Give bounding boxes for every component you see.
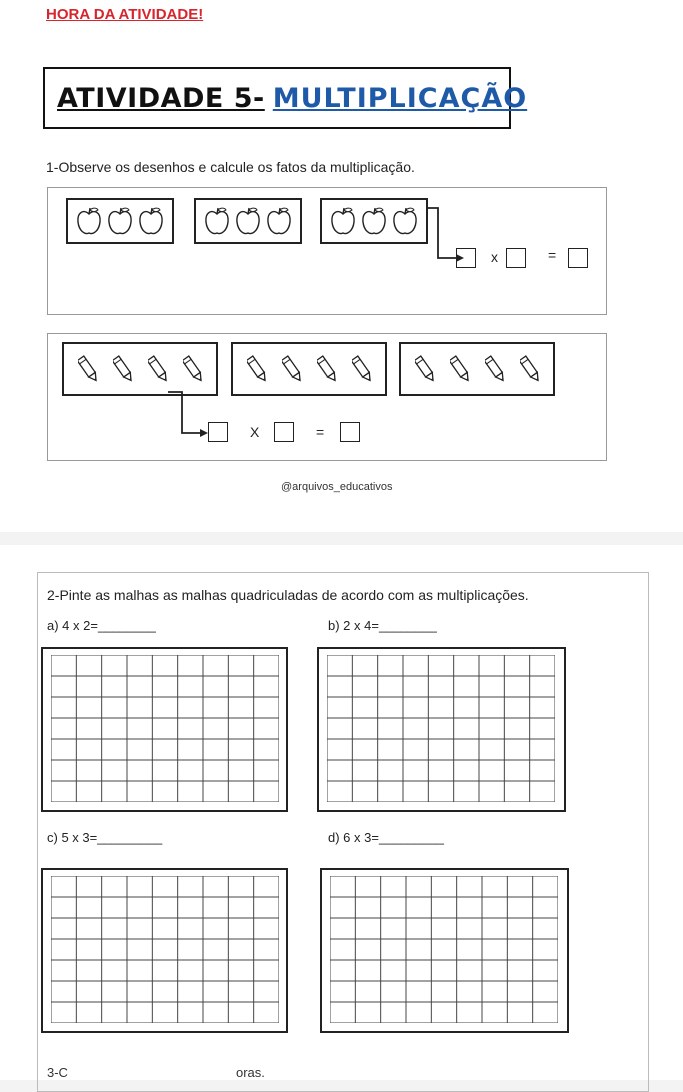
pencil-icon <box>352 354 372 384</box>
pencil-icon <box>317 354 337 384</box>
pencil-icon <box>520 354 540 384</box>
apple-icon <box>392 206 418 236</box>
times-sign: X <box>250 424 260 440</box>
q1-instruction: 1-Observe os desenhos e calcule os fatos da multiplicação. <box>46 159 415 175</box>
pencil-icon <box>450 354 470 384</box>
header-link[interactable]: HORA DA ATIVIDADE! <box>46 6 204 23</box>
problem-d <box>328 830 444 845</box>
pencil-icon <box>415 354 435 384</box>
answer-box-per-group[interactable] <box>274 422 294 442</box>
worksheet-page-2 <box>0 545 683 1080</box>
answer-blank-b[interactable]: ________ <box>378 618 437 633</box>
grid-frame-b <box>317 647 566 812</box>
pencil-group <box>62 342 218 396</box>
problem-a <box>47 618 156 633</box>
pencil-icon <box>247 354 267 384</box>
answer-box-product[interactable] <box>340 422 360 442</box>
apple-icon <box>330 206 356 236</box>
square-grid-b[interactable] <box>327 655 555 802</box>
credit-handle: @arquivos_educativos <box>281 481 393 493</box>
answer-blank-d[interactable]: _________ <box>378 830 445 845</box>
problem-d-text: d) 6 x 3= <box>328 830 379 845</box>
square-grid-d[interactable] <box>330 876 558 1023</box>
pencil-icon <box>148 354 168 384</box>
answer-box-per-group[interactable] <box>506 248 526 268</box>
worksheet-page-1 <box>0 0 683 532</box>
title-activity: ATIVIDADE 5- <box>57 82 265 114</box>
apple-icon <box>235 206 261 236</box>
times-sign: x <box>491 249 498 265</box>
apple-group <box>66 198 174 244</box>
equals-sign: = <box>548 247 557 263</box>
grid-frame-a <box>41 647 288 812</box>
pencil-icon <box>485 354 505 384</box>
answer-box-product[interactable] <box>568 248 588 268</box>
q3-partial-left: 3-C <box>47 1065 68 1080</box>
title-box <box>43 67 528 129</box>
problem-b-text: b) 2 x 4= <box>328 618 379 633</box>
pencil-group <box>399 342 555 396</box>
problem-a-text: a) 4 x 2= <box>47 618 98 633</box>
apple-icon <box>138 206 164 236</box>
problem-c-text: c) 5 x 3= <box>47 830 98 845</box>
apple-group <box>320 198 428 244</box>
square-grid-c[interactable] <box>51 876 279 1023</box>
problem-b <box>328 618 437 633</box>
apple-exercise-box <box>47 187 607 315</box>
apple-icon <box>266 206 292 236</box>
grid-frame-d <box>320 868 569 1033</box>
answer-blank-a[interactable]: ________ <box>97 618 156 633</box>
pencil-group <box>231 342 387 396</box>
q3-partial-right: oras. <box>236 1065 265 1080</box>
pencil-exercise-box <box>47 333 607 461</box>
apple-icon <box>107 206 133 236</box>
grid-frame-c <box>41 868 288 1033</box>
equals-sign: = <box>316 424 325 440</box>
answer-box-groups[interactable] <box>208 422 228 442</box>
apple-group <box>194 198 302 244</box>
apple-icon <box>76 206 102 236</box>
q2-instruction: 2-Pinte as malhas as malhas quadriculadas de acordo com as multiplicações. <box>47 587 529 603</box>
pencil-icon <box>282 354 302 384</box>
square-grid-a[interactable] <box>51 655 279 802</box>
pencil-icon <box>78 354 98 384</box>
apple-icon <box>204 206 230 236</box>
answer-blank-c[interactable]: _________ <box>97 830 163 845</box>
answer-box-groups[interactable] <box>456 248 476 268</box>
title-topic: MULTIPLICAÇÃO <box>272 82 528 114</box>
pencil-icon <box>113 354 133 384</box>
pencil-icon <box>183 354 203 384</box>
apple-icon <box>361 206 387 236</box>
problem-c <box>47 830 162 845</box>
